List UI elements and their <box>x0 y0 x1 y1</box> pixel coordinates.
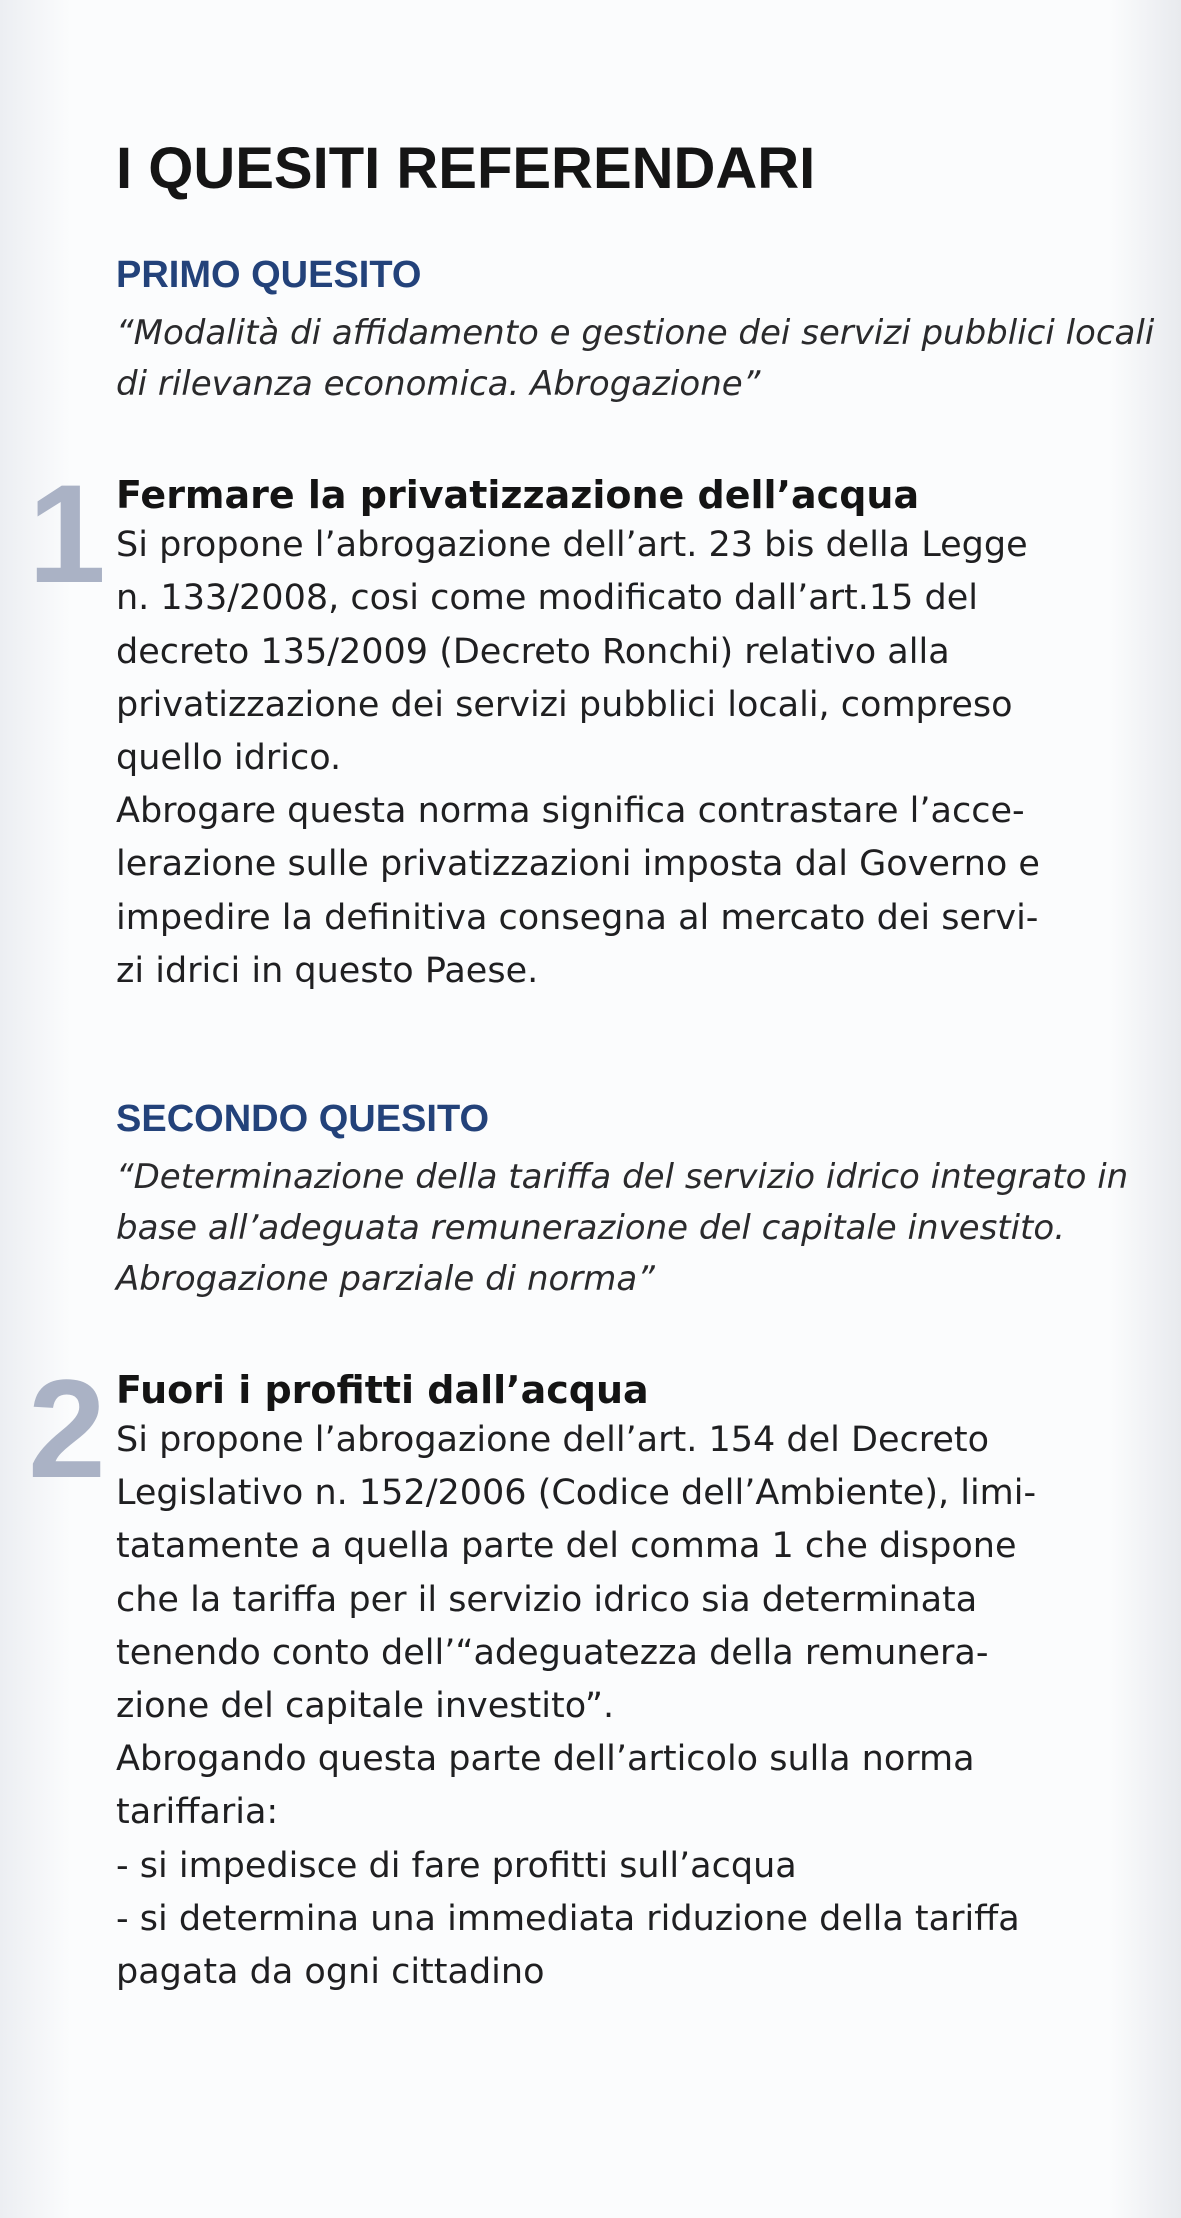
first-question-explanation <box>28 454 1161 998</box>
first-question-section <box>28 254 1161 998</box>
first-question-body: Si propone l’abrogazione dell’art. 23 bis della Legge n. 133/2008, cosi come modificato dall’art.15 del decreto 135/2009 (Decreto Ronchi) relativo alla privatizzazione dei servizi pubblici locali, compreso quello idrico. Abrogare questa norma significa contrastare l’acce- lerazione sulle privatizzazioni imposta dal Governo e impedire la definitiva consegna al mercato dei servi- zi idrici in questo Paese. <box>116 525 1040 991</box>
first-question-heading: PRIMO QUESITO <box>116 254 422 296</box>
second-question-quote: “Determinazione della tariffa del servizio idrico integrato in base all’adeguata remunerazione del capitale investito. Abrogazione parziale di norma” <box>116 1156 1129 1299</box>
second-question-explanation <box>28 1349 1161 2000</box>
second-question-heading: SECONDO QUESITO <box>116 1097 490 1140</box>
question-number-2: 2 <box>28 1349 106 1507</box>
first-question-quote: “Modalità di affidamento e gestione dei servizi pubblici locali di rilevanza economica. Abrogazione” <box>116 312 1155 404</box>
second-question-section <box>28 1097 1161 1999</box>
page-title: I QUESITI REFERENDARI <box>116 136 816 201</box>
second-question-body: Si propone l’abrogazione dell’art. 154 del Decreto Legislativo n. 152/2006 (Codice dell’Ambiente), limi- tatamente a quella parte del comma 1 che dispone che la tariffa per il servizio idrico sia determinata tenendo conto dell’“adeguatezza della remunera- zione del capitale investito”. Abrogando questa parte dell’articolo sulla norma tariffaria: - si impedisce di fare profitti sull’acqua - si determina una immediata riduzione della tariffa pagata da ogni cittadino <box>116 1420 1037 1992</box>
first-question-subtitle: Fermare la privatizzazione dell’acqua <box>116 472 920 517</box>
document-content <box>28 136 1161 1999</box>
second-question-subtitle: Fuori i profitti dall’acqua <box>116 1367 649 1412</box>
question-number-1: 1 <box>28 454 106 612</box>
